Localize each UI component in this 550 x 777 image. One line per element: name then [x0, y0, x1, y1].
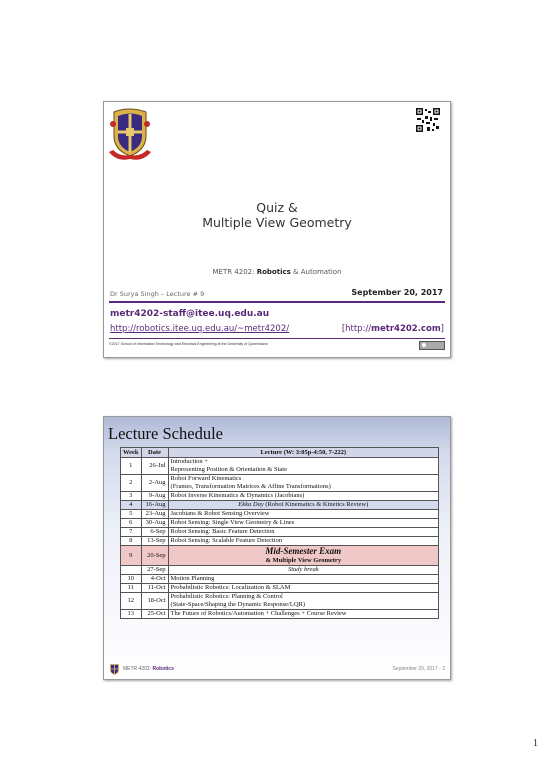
header-week: Week [121, 448, 142, 458]
course-rest: & Automation [290, 268, 342, 276]
footer-course [123, 666, 174, 672]
week-cell: 6 [121, 519, 142, 528]
lecture-cell [168, 458, 438, 475]
date-cell: 11-Oct [141, 584, 168, 593]
week-cell: 3 [121, 492, 142, 501]
university-crest-icon [110, 664, 119, 675]
lecture-cell [168, 475, 438, 492]
week-cell: 7 [121, 528, 142, 537]
table-header-row [121, 448, 439, 458]
date-cell: 30-Aug [141, 519, 168, 528]
table-row [121, 492, 439, 501]
table-row [121, 519, 439, 528]
table-row [121, 610, 439, 619]
short-url-domain: metr4202.com [371, 324, 441, 334]
date-cell: 13-Sep [141, 537, 168, 546]
lecture-cell: Jacobians & Robot Sensing Overview [168, 510, 438, 519]
table-row [121, 475, 439, 492]
qr-code-icon [415, 107, 441, 133]
table-row [121, 584, 439, 593]
lecture-cell [168, 593, 438, 610]
page-number: 1 [533, 738, 538, 749]
short-url-suffix: ] [440, 324, 444, 334]
table-row [121, 501, 439, 510]
holiday-note: (Robot Kinematics & Kinetics Review) [263, 501, 369, 508]
exam-title: Mid-Semester Exam [265, 546, 342, 556]
lecture-line-2: (State-Space/Shaping the Dynamic Response/LQR) [170, 601, 306, 608]
table-row [121, 528, 439, 537]
week-cell: 10 [121, 575, 142, 584]
table-row [121, 575, 439, 584]
footer-course-bold: Robotics [152, 666, 174, 672]
course-url-link[interactable]: http://robotics.itee.uq.edu.au/~metr4202/ [110, 324, 290, 334]
date-cell: 4-Oct [141, 575, 168, 584]
week-cell: 13 [121, 610, 142, 619]
lecture-cell: Probabilistic Robotics: Localization & SLAM [168, 584, 438, 593]
course-name [104, 268, 450, 276]
footer-course-prefix: METR 4202: [123, 666, 153, 672]
lecture-cell: Robot Sensing: Scalable Feature Detection [168, 537, 438, 546]
slide-title: Lecture Schedule [108, 424, 223, 443]
creative-commons-icon [419, 341, 445, 350]
schedule-slide [103, 416, 451, 680]
date-cell: 25-Oct [141, 610, 168, 619]
schedule-table [120, 447, 439, 619]
divider [109, 338, 445, 339]
date-cell: 20-Sep [141, 546, 168, 566]
week-cell: 8 [121, 537, 142, 546]
lecture-cell [168, 501, 438, 510]
lecture-cell: Robot Sensing: Basic Feature Detection [168, 528, 438, 537]
week-cell: 11 [121, 584, 142, 593]
lecture-line-1: Probabilistic Robotics: Planning & Control [170, 593, 283, 600]
table-row [121, 537, 439, 546]
staff-email-link[interactable]: metr4202-staff@itee.uq.edu.au [110, 309, 270, 319]
date-cell: 16-Aug [141, 501, 168, 510]
university-crest-icon [107, 106, 153, 164]
footer-date: September 20, 2017 - 2 [392, 666, 445, 672]
week-cell: 4 [121, 501, 142, 510]
date-cell: 9-Aug [141, 492, 168, 501]
table-row [121, 566, 439, 575]
course-code: METR 4202: [212, 268, 257, 276]
lecture-line-2: Representing Position & Orientation & State [170, 466, 287, 473]
lecture-line-1: Introduction + [170, 458, 208, 465]
lecture-cell: Robot Inverse Kinematics & Dynamics (Jacobians) [168, 492, 438, 501]
title-line-1: Quiz & [256, 200, 298, 215]
slide-title [104, 200, 450, 230]
date-cell: 26-Jul [141, 458, 168, 475]
course-short-url-link[interactable] [342, 324, 444, 334]
date-cell: 18-Oct [141, 593, 168, 610]
slide-footer [104, 662, 450, 679]
date-cell: 2-Aug [141, 475, 168, 492]
week-cell: 2 [121, 475, 142, 492]
title-line-2: Multiple View Geometry [202, 215, 352, 230]
date-cell: 27-Sep [141, 566, 168, 575]
table-row [121, 510, 439, 519]
lecture-date: September 20, 2017 [351, 288, 443, 297]
divider [109, 301, 445, 303]
week-cell: 1 [121, 458, 142, 475]
week-cell [121, 566, 142, 575]
header-date: Date [141, 448, 168, 458]
table-row-exam [121, 546, 439, 566]
exam-subtitle: & Multiple View Geometry [265, 557, 342, 564]
table-row [121, 458, 439, 475]
table-row [121, 593, 439, 610]
header-lecture: Lecture (W: 3:05p-4:50, 7-222) [168, 448, 438, 458]
short-url-prefix: [http:// [341, 324, 372, 334]
course-bold: Robotics [256, 268, 291, 276]
week-cell: 9 [121, 546, 142, 566]
lecture-cell [168, 546, 438, 566]
lecture-line-1: Robot Forward Kinematics [170, 475, 242, 482]
date-cell: 23-Aug [141, 510, 168, 519]
cc-badge-mark [422, 343, 426, 347]
lecturer: Dr Surya Singh – Lecture # 9 [110, 290, 205, 298]
lecture-cell: Motion Planning [168, 575, 438, 584]
copyright-notice: ©2017 School of Information Technology and Electrical Engineering at the University of Queensland [109, 342, 268, 346]
lecture-cell: Study break [168, 566, 438, 575]
lecture-cell: Robot Sensing: Single View Geometry & Lines [168, 519, 438, 528]
lecture-line-2: (Frames, Transformation Matrices & Affine Transformations) [170, 483, 331, 490]
week-cell: 5 [121, 510, 142, 519]
title-slide [103, 101, 451, 358]
lecture-cell: The Future of Robotics/Automation + Challenges + Course Review [168, 610, 438, 619]
holiday-name: Ekka Day [238, 501, 264, 508]
date-cell: 6-Sep [141, 528, 168, 537]
week-cell: 12 [121, 593, 142, 610]
